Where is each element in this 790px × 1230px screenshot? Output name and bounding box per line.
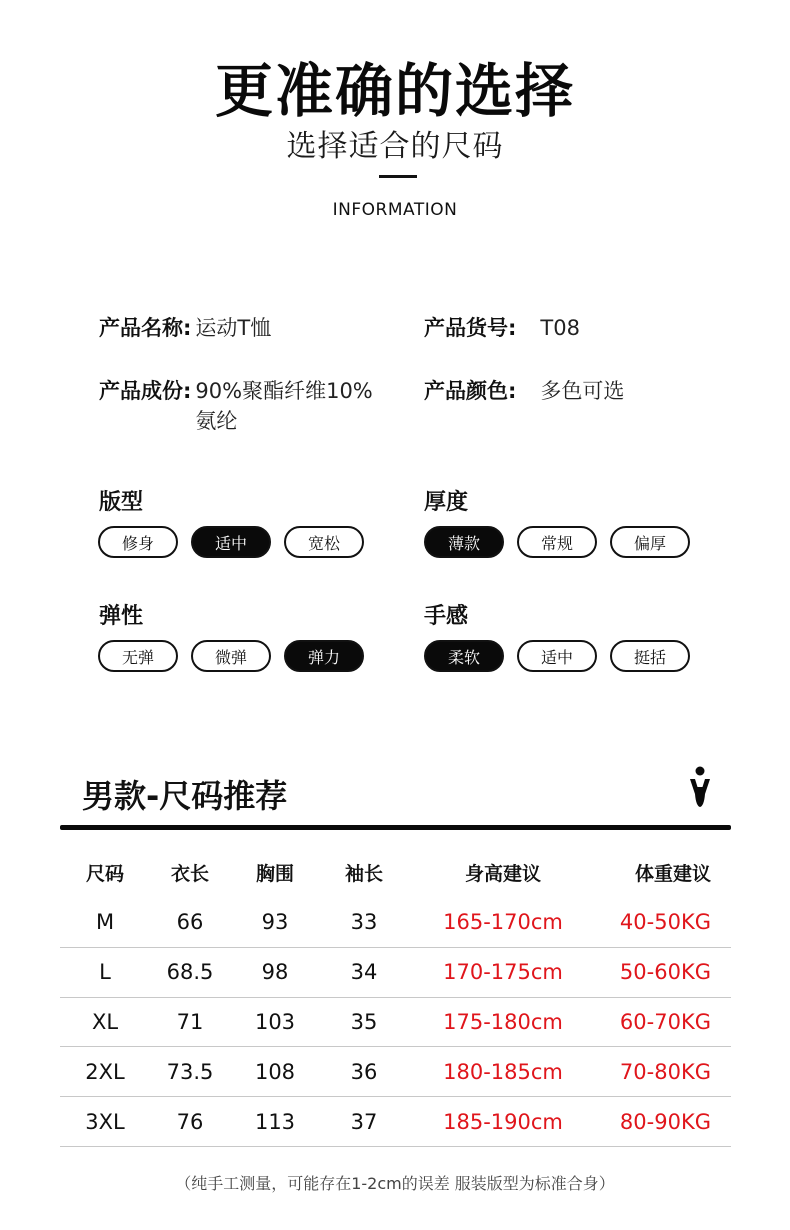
page-subtitle: 选择适合的尺码 <box>286 129 504 164</box>
col-header: 袖长 <box>344 862 383 885</box>
cell-chest: 93 <box>261 910 289 935</box>
table-row <box>60 948 731 998</box>
cell-chest: 98 <box>261 960 289 985</box>
measurement-footnote: （纯手工测量，可能存在1-2cm的误差 服装版型为标准合身） <box>175 1174 615 1193</box>
person-icon <box>688 766 712 808</box>
option-pill[interactable]: 适中 <box>191 526 271 558</box>
cell-height: 180-185cm <box>443 1059 563 1084</box>
cell-length: 71 <box>176 1009 204 1034</box>
cell-weight: 60-70KG <box>619 1009 711 1034</box>
info-material <box>99 376 399 436</box>
cell-size: M <box>95 910 115 935</box>
cell-size: 2XL <box>85 1059 125 1084</box>
cell-sleeve: 37 <box>350 1109 378 1134</box>
size-section-title: 男款-尺码推荐 <box>82 777 288 815</box>
cell-weight: 40-50KG <box>619 910 711 935</box>
cell-weight: 80-90KG <box>619 1109 711 1134</box>
size-table <box>60 846 731 1147</box>
info-value <box>195 376 372 436</box>
cell-sleeve: 35 <box>350 1009 378 1034</box>
table-row <box>60 1047 731 1097</box>
cell-length: 76 <box>176 1109 204 1134</box>
material-line-1: 90%聚酯纤维10% <box>195 379 373 403</box>
cell-chest: 103 <box>254 1009 296 1034</box>
cell-sleeve: 36 <box>350 1059 378 1084</box>
cell-height: 170-175cm <box>443 960 563 985</box>
title-divider <box>379 175 417 178</box>
cell-length: 73.5 <box>166 1059 214 1084</box>
info-product-name <box>99 313 271 343</box>
attr-title-thickness: 厚度 <box>424 490 469 515</box>
option-pill[interactable]: 柔软 <box>424 640 504 672</box>
cell-size: L <box>99 960 111 985</box>
section-divider <box>60 825 731 830</box>
cell-chest: 113 <box>254 1109 296 1134</box>
page-title: 更准确的选择 <box>214 57 575 125</box>
info-value: 运动T恤 <box>195 316 272 340</box>
attr-title-feel: 手感 <box>424 604 469 629</box>
option-pill[interactable]: 薄款 <box>424 526 504 558</box>
col-header: 体重建议 <box>634 862 711 885</box>
attr-options-stretch <box>98 640 364 672</box>
attr-options-feel <box>424 640 690 672</box>
info-color <box>424 376 624 406</box>
info-key: 产品成份: <box>99 379 192 403</box>
option-pill[interactable]: 偏厚 <box>610 526 690 558</box>
info-value: T08 <box>540 316 580 340</box>
material-line-2: 氨纶 <box>195 409 238 433</box>
cell-size: XL <box>91 1009 119 1034</box>
cell-length: 68.5 <box>166 960 214 985</box>
cell-sleeve: 34 <box>350 960 378 985</box>
attr-title-stretch: 弹性 <box>99 604 144 629</box>
cell-weight: 50-60KG <box>619 960 711 985</box>
table-header <box>60 846 731 898</box>
cell-length: 66 <box>176 910 204 935</box>
option-pill[interactable]: 宽松 <box>284 526 364 558</box>
col-header: 尺码 <box>85 862 124 885</box>
table-row <box>60 1097 731 1147</box>
table-row <box>60 898 731 948</box>
option-pill[interactable]: 适中 <box>517 640 597 672</box>
cell-height: 185-190cm <box>443 1109 563 1134</box>
cell-chest: 108 <box>254 1059 296 1084</box>
info-product-code <box>424 313 580 343</box>
option-pill[interactable]: 无弹 <box>98 640 178 672</box>
col-header: 衣长 <box>170 862 209 885</box>
option-pill[interactable]: 常规 <box>517 526 597 558</box>
info-value: 多色可选 <box>540 379 625 403</box>
col-header: 胸围 <box>255 862 294 885</box>
section-label-information: INFORMATION <box>332 200 458 220</box>
info-key: 产品名称: <box>99 316 192 340</box>
cell-size: 3XL <box>85 1109 125 1134</box>
attr-title-fit: 版型 <box>99 490 144 515</box>
option-pill[interactable]: 修身 <box>98 526 178 558</box>
col-header: 身高建议 <box>464 862 541 885</box>
attr-options-fit <box>98 526 364 558</box>
info-key: 产品货号: <box>424 316 517 340</box>
option-pill[interactable]: 挺括 <box>610 640 690 672</box>
cell-height: 175-180cm <box>443 1009 563 1034</box>
cell-sleeve: 33 <box>350 910 378 935</box>
option-pill[interactable]: 微弹 <box>191 640 271 672</box>
cell-weight: 70-80KG <box>619 1059 711 1084</box>
table-row <box>60 998 731 1048</box>
attr-options-thickness <box>424 526 690 558</box>
cell-height: 165-170cm <box>443 910 563 935</box>
info-key: 产品颜色: <box>424 379 517 403</box>
option-pill[interactable]: 弹力 <box>284 640 364 672</box>
